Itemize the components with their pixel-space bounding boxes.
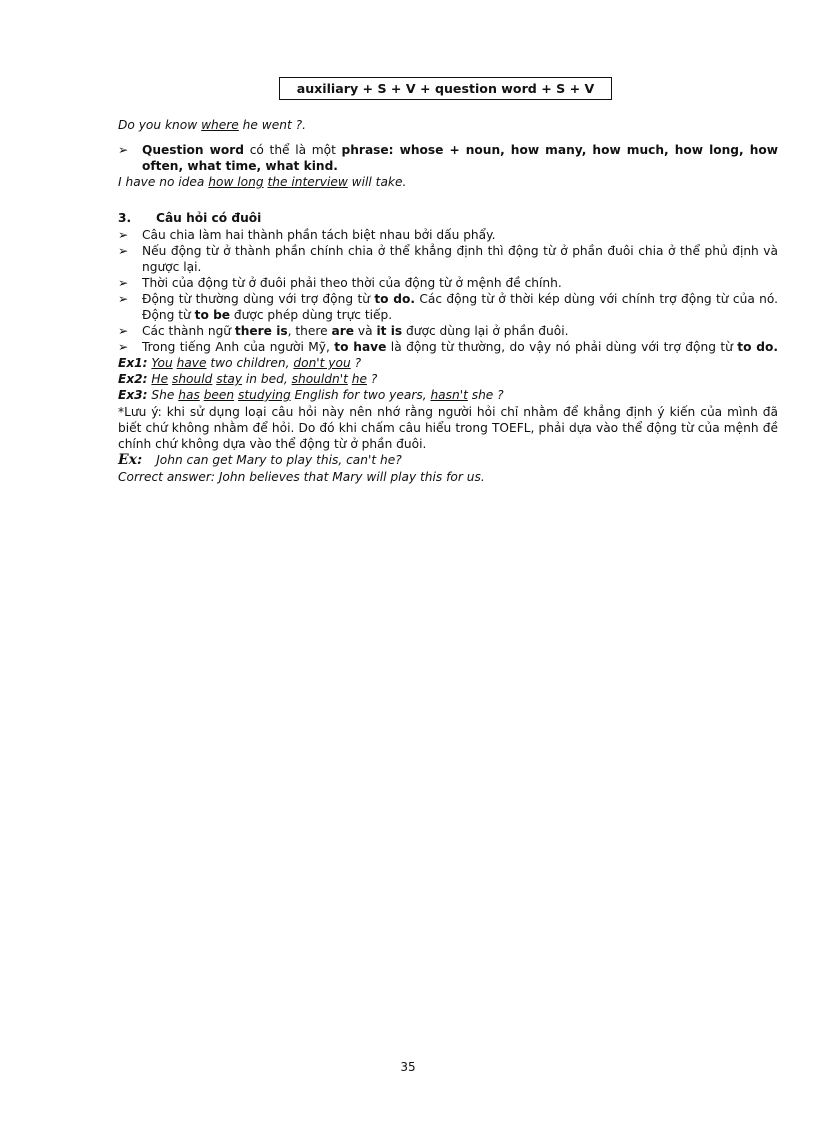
example-how-long: I have no idea how long the interview will take. [118, 175, 407, 189]
example-text: he went ?. [238, 118, 306, 132]
example-where [118, 117, 306, 133]
arrow-bullet-icon: ➢ [118, 324, 129, 338]
arrow-bullet-icon: ➢ [118, 292, 129, 306]
example-3: Ex3: She has been studying English for two years, hasn't she ? [118, 388, 504, 402]
bullet-question-word [118, 142, 778, 174]
example-label: Ex3: [118, 388, 148, 402]
example-label: Ex: [118, 452, 143, 468]
example-1: Ex1: You have two children, don't you ? [118, 356, 362, 370]
bullet-text-line: often, what time, what kind. [142, 159, 338, 173]
underlined-word: the interview [267, 175, 348, 189]
note-paragraph: *Lưu ý: khi sử dụng loại câu hỏi này nên nhớ rằng người hỏi chỉ nhằm để khẳng định ý kiến của mình đã biết chứ không nhằm để hỏi. Do đó khi chấm câu hiểu trong TOEFL, phải dựa vào thể động từ của mệnh đề chính chứ không dựa vào thể động từ ở phần đuôi. [118, 405, 778, 451]
final-example: Ex: John can get Mary to play this, can't he? [118, 452, 402, 468]
example-text: Do you know [118, 118, 202, 132]
example-2: Ex2: He should stay in bed, shouldn't he ? [118, 372, 378, 386]
bullet-item: ➢ Trong tiếng Anh của người Mỹ, to have là động từ thường, do vậy nó phải dùng với trợ động từ to do. [118, 340, 778, 354]
arrow-bullet-icon: ➢ [118, 244, 129, 258]
bullet-item: ➢ Thời của động từ ở đuôi phải theo thời của động từ ở mệnh đề chính. [118, 276, 562, 290]
section-title: Câu hỏi có đuôi [156, 211, 262, 225]
section-number: 3. [118, 211, 132, 225]
arrow-bullet-icon: ➢ [118, 143, 129, 157]
bullet-item: ➢ Các thành ngữ there is, there are và it is được dùng lại ở phần đuôi. [118, 324, 569, 338]
arrow-bullet-icon: ➢ [118, 228, 129, 242]
page-number: 35 [400, 1060, 416, 1074]
example-label: Ex1: [118, 356, 148, 370]
arrow-bullet-icon: ➢ [118, 276, 129, 290]
bullet-item: ➢ Động từ thường dùng với trợ động từ to do. Các động từ ở thời kép dùng với chính trợ động từ của nó. Động từ to be được phép dùng trực tiếp. [118, 292, 778, 322]
underlined-word: where [201, 118, 239, 132]
correct-answer: Correct answer: John believes that Mary will play this for us. [118, 470, 485, 484]
bullet-text-line: Question word có thể là một phrase: whose + noun, how many, how much, how long, how [142, 143, 778, 157]
arrow-bullet-icon: ➢ [118, 340, 129, 354]
underlined-word: how long [208, 175, 264, 189]
section-heading [118, 210, 261, 226]
bullet-item: ➢ Nếu động từ ở thành phần chính chia ở thể khẳng định thì động từ ở phần đuôi chia ở thể phủ định và ngược lại. [118, 244, 778, 274]
formula-box: auxiliary + S + V + question word + S + V [279, 77, 612, 100]
bullet-item: ➢ Câu chia làm hai thành phần tách biệt nhau bởi dấu phẩy. [118, 228, 496, 242]
example-label: Ex2: [118, 372, 148, 386]
